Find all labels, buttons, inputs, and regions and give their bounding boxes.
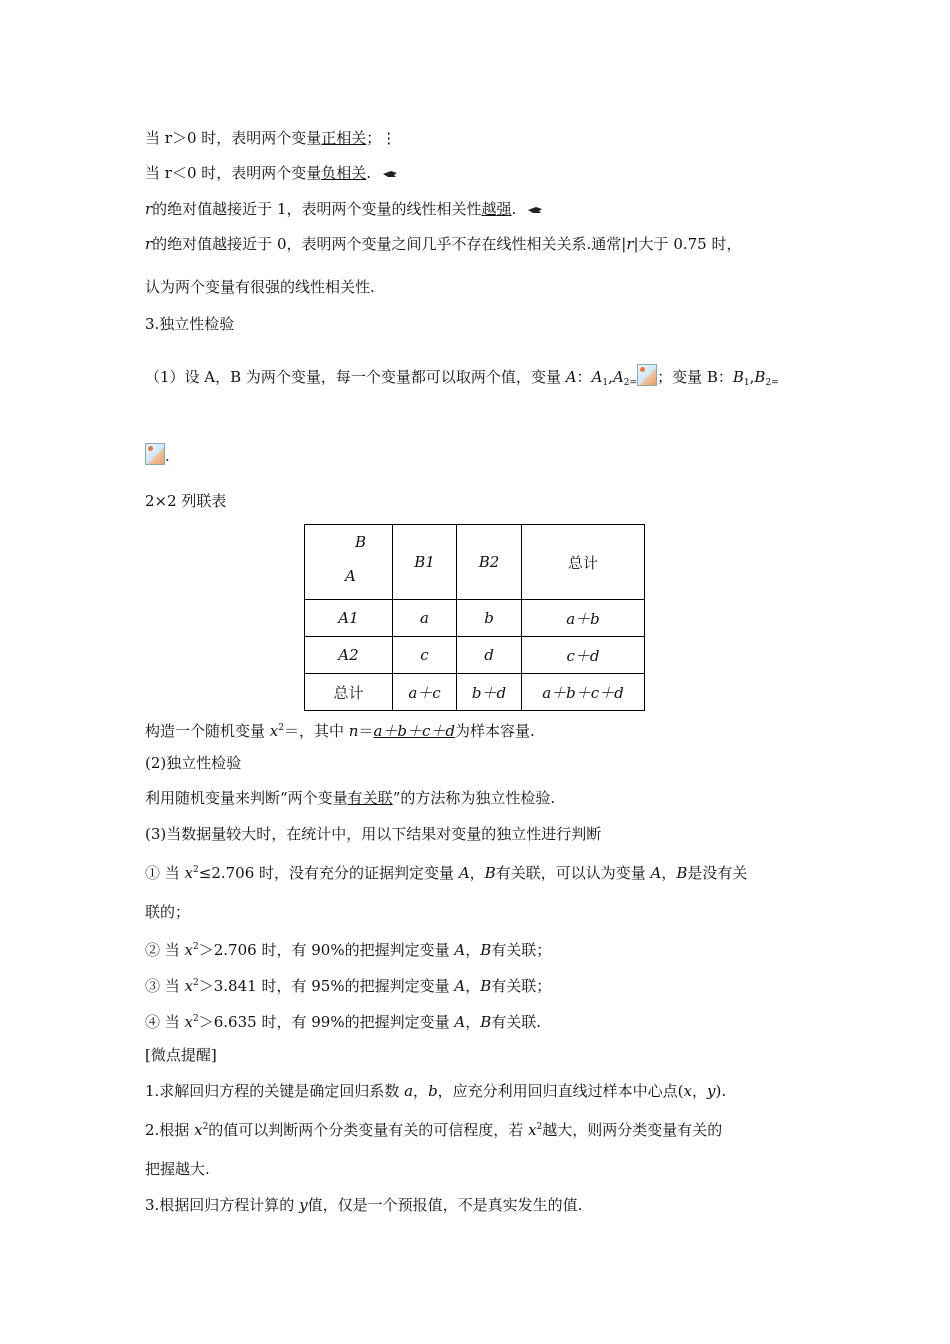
list-item: ④ 当 $x^2>6.635$ 时，有 99%的把握判定变量 A，B有关联. — [145, 1013, 542, 1031]
table-cell: c＋d — [522, 637, 645, 674]
row-label: A2 — [305, 637, 393, 674]
text-line-r-positive: 当 r＞0 时，表明两个变量正相关；⋮ — [145, 129, 397, 147]
list-item: ③ 当 $x^2>3.841$ 时，有 95%的把握判定变量 A，B有关联； — [145, 977, 552, 995]
text-line-random-variable: 构造一个随机变量 $x^2=$，其中 n＝a＋b＋c＋d为样本容量. — [145, 722, 535, 740]
list-item: ② 当 $x^2>2.706$ 时，有 90%的把握判定变量 A，B有关联； — [145, 941, 552, 959]
tip-item: 1.求解回归方程的关键是确定回归系数 a，b，应充分利用回归直线过样本中心点(x，y). — [145, 1082, 727, 1100]
table-header-cell: B1 — [393, 525, 457, 600]
text-line-variables-definition: （1）设 A，B 为两个变量，每一个变量都可以取两个值，变量 A：$A_1,A_{2=}$ ；变量 B：$B_1,B_{2=}$ — [145, 364, 779, 393]
contingency-table — [304, 524, 645, 711]
table-caption: 2×2 列联表 — [145, 492, 227, 510]
section-heading-independence-test: 3.独立性检验 — [145, 315, 235, 333]
text-line-r-negative: 当 r＜0 时，表明两个变量负相关. — [145, 163, 398, 183]
table-row — [305, 600, 645, 637]
corner-label-b: B — [355, 533, 367, 551]
list-item-continuation: 联的； — [145, 903, 191, 921]
row-label: A1 — [305, 600, 393, 637]
tip-item-continuation: 把握越大. — [145, 1160, 210, 1178]
image-placeholder-icon — [637, 364, 657, 386]
table-cell: a＋b＋c＋d — [522, 674, 645, 711]
table-cell: a — [393, 600, 457, 637]
text-line-method: 利用随机变量来判断“两个变量有关联”的方法称为独立性检验. — [145, 789, 556, 807]
tip-item: 3.根据回归方程计算的 y值，仅是一个预报值，不是真实发生的值. — [145, 1196, 583, 1214]
table-cell: d — [457, 637, 522, 674]
pointing-hand-icon — [382, 169, 398, 179]
table-header-cell: B2 — [457, 525, 522, 600]
table-row — [305, 637, 645, 674]
text-line-strong-correlation: 认为两个变量有很强的线性相关性. — [145, 278, 375, 296]
table-cell: a＋c — [393, 674, 457, 711]
subheading-independence-test: (2)独立性检验 — [145, 754, 242, 772]
section-heading-tips: [微点提醒] — [145, 1046, 217, 1064]
tip-item: 2.根据 $x^2$的值可以判断两个分类变量有关的可信程度，若 $x^2$越大，则两分类变量有关的 — [145, 1121, 723, 1139]
text-line-abs-r-zero: r的绝对值越接近于 0，表明两个变量之间几乎不存在线性相关关系.通常|r|大于 0.75 时， — [145, 235, 742, 253]
text-line-large-data: (3)当数据量较大时，在统计中，用以下结果对变量的独立性进行判断 — [145, 825, 602, 843]
text-line-image-placeholder: . — [145, 443, 170, 466]
table-cell: b — [457, 600, 522, 637]
table-row — [305, 674, 645, 711]
table-cell: a＋b — [522, 600, 645, 637]
image-placeholder-icon — [145, 443, 165, 465]
row-label: 总计 — [305, 674, 393, 711]
list-item: ① 当 $x^2\le 2.706$ 时，没有充分的证据判定变量 A，B有关联，可以认为变量 A，B是没有关 — [145, 864, 748, 882]
pointing-hand-icon — [527, 205, 543, 215]
text-line-abs-r-one: r的绝对值越接近于 1，表明两个变量的线性相关性越强. — [145, 199, 543, 219]
table-cell: c — [393, 637, 457, 674]
table-corner-cell — [305, 525, 393, 600]
table-cell: b＋d — [457, 674, 522, 711]
corner-label-a: A — [345, 567, 356, 585]
table-header-cell: 总计 — [522, 525, 645, 600]
